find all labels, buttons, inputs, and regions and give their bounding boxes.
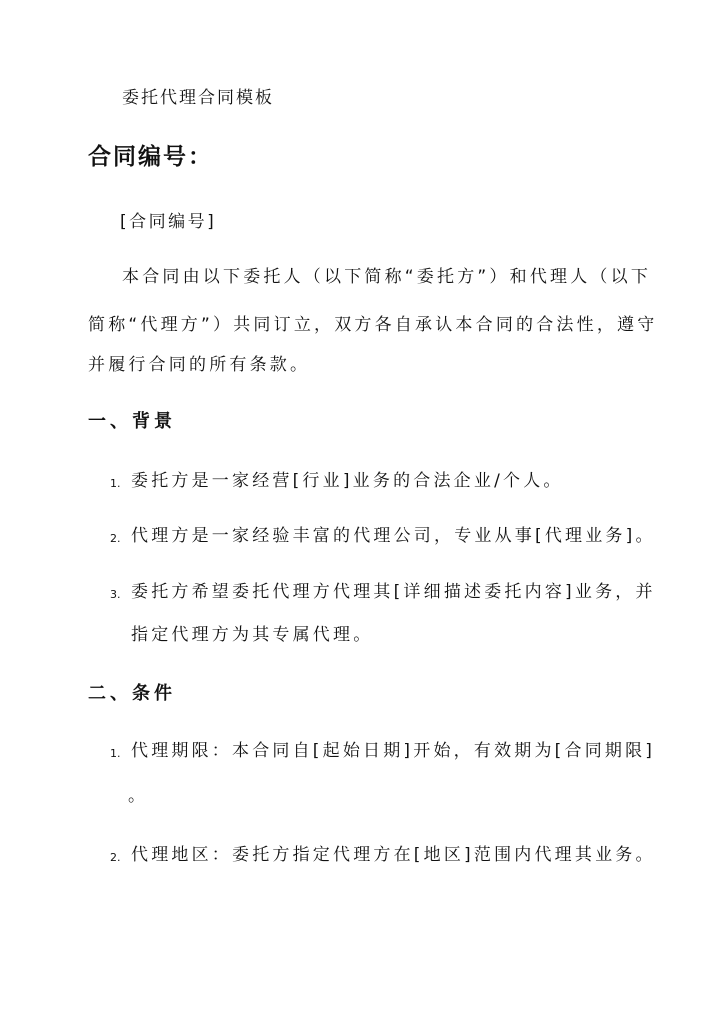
list-item-number: 2. — [110, 851, 121, 864]
intro-paragraph-line: 并履行合同的所有条款。 — [88, 355, 311, 375]
list-item-text: 委托方希望委托代理方代理其[详细描述委托内容]业务，并 — [131, 582, 656, 602]
list-item-text: 代理地区：委托方指定代理方在[地区]范围内代理其业务。 — [131, 845, 656, 865]
list-item-text: 代理期限：本合同自[起始日期]开始，有效期为[合同期限] — [131, 741, 656, 761]
list-item-text: 委托方是一家经营[行业]业务的合法企业/个人。 — [131, 471, 564, 491]
list-item-text-continuation: 指定代理方为其专属代理。 — [131, 625, 374, 645]
contract-number-placeholder: [合同编号] — [120, 212, 217, 232]
intro-paragraph-line: 简称“代理方”）共同订立，双方各自承认本合同的合法性，遵守 — [88, 315, 658, 335]
document-title: 委托代理合同模板 — [122, 88, 274, 108]
list-item-number: 1. — [110, 477, 121, 490]
list-item-number: 1. — [110, 747, 121, 760]
contract-number-heading: 合同编号： — [88, 144, 213, 170]
list-item-text: 代理方是一家经验丰富的代理公司，专业从事[代理业务]。 — [131, 526, 656, 546]
intro-paragraph-line: 本合同由以下委托人（以下简称“委托方”）和代理人（以下 — [122, 267, 652, 287]
list-item-number: 2. — [110, 532, 121, 545]
section-heading-conditions: 二、条件 — [88, 683, 176, 704]
section-heading-background: 一、背景 — [88, 411, 176, 432]
list-item-number: 3. — [110, 588, 121, 601]
list-item-text-continuation: 。 — [128, 786, 149, 806]
